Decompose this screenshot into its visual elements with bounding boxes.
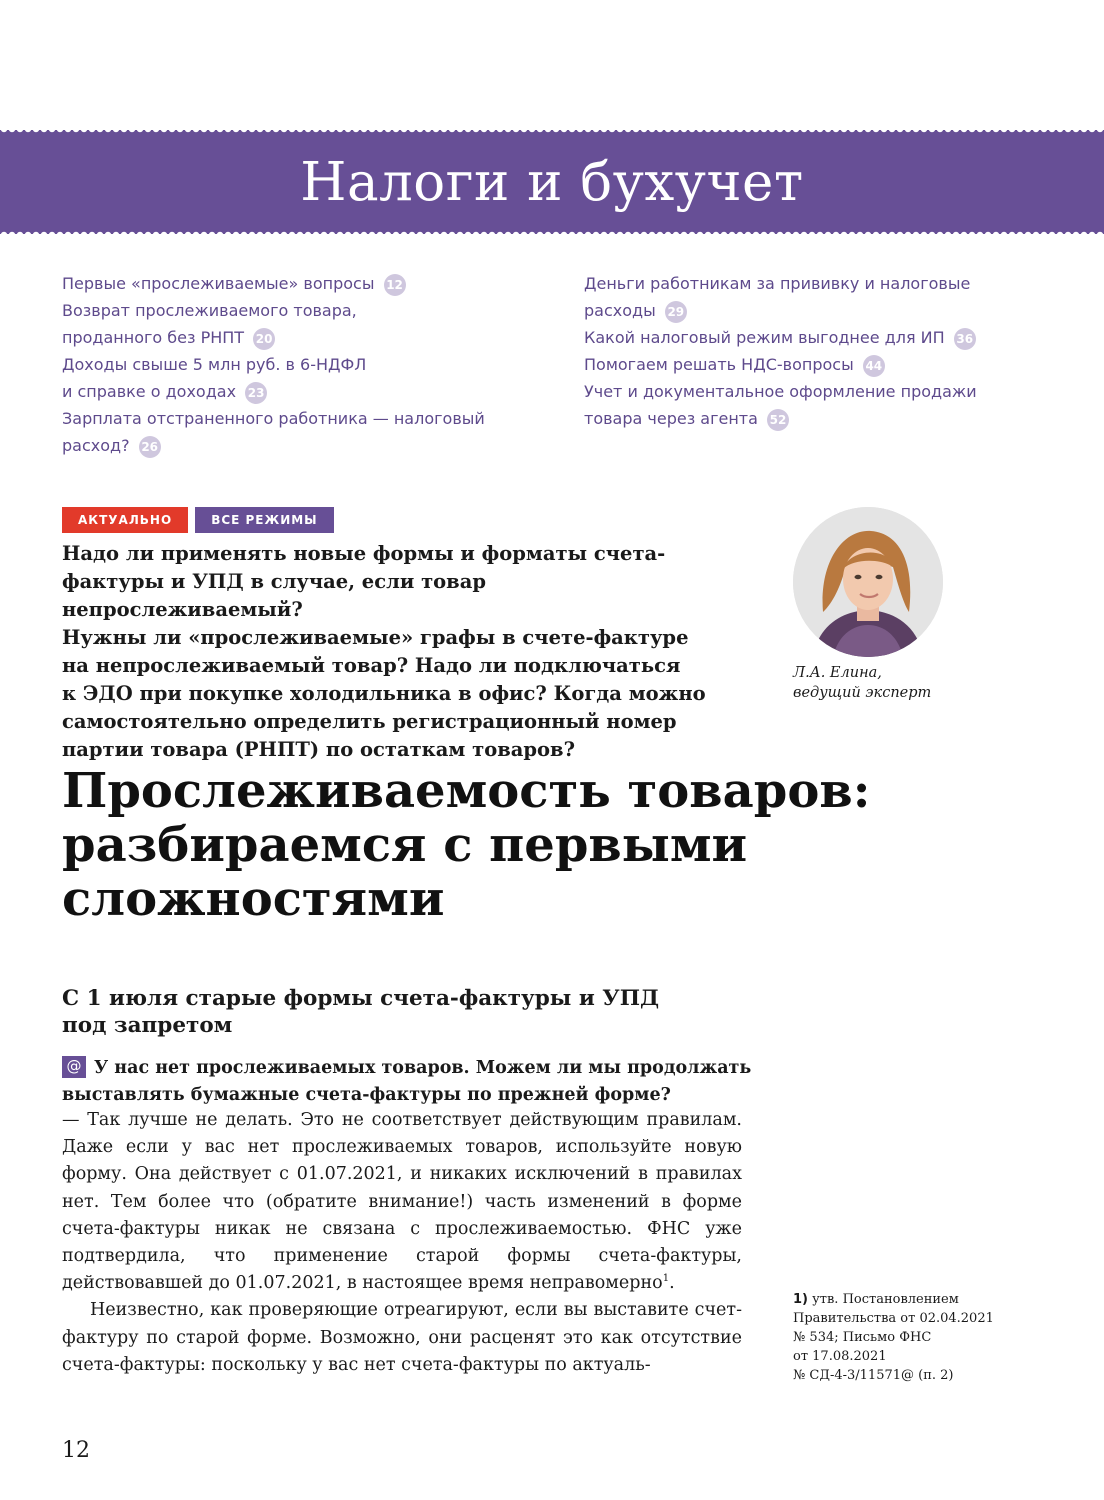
toc-item-text: Доходы свыше 5 млн руб. в 6-НДФЛ <box>62 355 367 374</box>
page-badge: 23 <box>245 382 267 404</box>
reader-question <box>62 1055 752 1109</box>
toc-item-text: Возврат прослеживаемого товара, <box>62 301 357 320</box>
footnote-line: № СД-4-3/11571@ (п. 2) <box>793 1368 954 1383</box>
footnote-line: от 17.08.2021 <box>793 1349 887 1364</box>
page-badge: 29 <box>665 301 687 323</box>
footnote-number: 1) <box>793 1292 808 1307</box>
subhead-line: под запретом <box>62 1013 233 1038</box>
headline-line: сложностями <box>62 871 445 927</box>
lead-line: Нужны ли «прослеживаемые» графы в счете-фактуре <box>62 626 689 649</box>
toc-right-column <box>584 270 984 432</box>
toc-item-text: Какой налоговый режим выгоднее для ИП <box>584 328 945 347</box>
body-paragraph <box>62 1107 742 1297</box>
author-role: ведущий эксперт <box>793 685 932 701</box>
lead-line: самостоятельно определить регистрационный номер <box>62 710 677 733</box>
article-subheading <box>62 985 762 1039</box>
page-number: 12 <box>62 1438 90 1463</box>
toc-item[interactable] <box>62 405 552 459</box>
toc-item-text: и справке о доходах <box>62 382 237 401</box>
footnote-line: Правительства от 02.04.2021 <box>793 1311 994 1326</box>
footnote-line: № 534; Письмо ФНС <box>793 1330 932 1345</box>
footnote-ref[interactable]: 1 <box>662 1273 670 1285</box>
toc-item[interactable] <box>584 351 984 378</box>
toc-item-text: расходы <box>584 301 656 320</box>
headline-line: разбираемся с первыми <box>62 817 748 873</box>
lead-line: к ЭДО при покупке холодильника в офис? Когда можно <box>62 682 706 705</box>
footnote <box>793 1290 1003 1385</box>
toc-left-column <box>62 270 552 459</box>
toc-item-text: Деньги работникам за прививку и налоговые <box>584 274 971 293</box>
toc-item-text: проданного без РНПТ <box>62 328 245 347</box>
page-badge: 52 <box>767 409 789 431</box>
author-caption <box>793 663 993 703</box>
article-headline <box>62 764 962 926</box>
toc-item[interactable] <box>62 324 552 351</box>
lead-line: Надо ли применять новые формы и форматы счета- <box>62 542 666 565</box>
tag-list <box>62 507 334 533</box>
headline-line: Прослеживаемость товаров: <box>62 763 871 819</box>
at-icon: @ <box>62 1056 86 1078</box>
toc-item-text: товара через агента <box>584 409 758 428</box>
body-paragraph-text: — Так лучше не делать. Это не соответствует действующим правилам. Даже если у вас нет прослеживаемых товаров, используйте новую форму. Она действует с 01.07.2021, и никаких исключений в правилах нет. Тем более что (обратите внимание!) часть изменений в форме счета-фактуры никак не связана с прослеживаемостью. ФНС уже подтвердила, что применение старой формы счета-фактуры, действовавшей до 01.07.2021, в настоящее время неправомерно <box>62 1110 742 1294</box>
toc-item[interactable] <box>584 297 984 324</box>
toc-item[interactable] <box>62 378 552 405</box>
question-line: У нас нет прослеживаемых товаров. Можем ли мы продолжать <box>94 1058 752 1078</box>
section-title: Налоги и бухучет <box>300 151 804 213</box>
toc-item[interactable] <box>62 270 552 297</box>
lead-line: партии товара (РНПТ) по остаткам товаров? <box>62 738 576 761</box>
toc-item-text: Учет и документальное оформление продажи <box>584 382 977 401</box>
page-badge: 26 <box>139 436 161 458</box>
lead-line: фактуры и УПД в случае, если товар непрослеживаемый? <box>62 570 486 621</box>
body-paragraph: Неизвестно, как проверяющие отреагируют, если вы выставите счет-фактуру по старой форме. Возможно, они расценят это как отсутствие счета-фактуры: поскольку у вас нет счета-фактуры по актуаль- <box>62 1300 742 1375</box>
author-portrait-image <box>793 507 943 657</box>
toc-item-text: Помогаем решать НДС-вопросы <box>584 355 854 374</box>
article-lead <box>62 540 722 764</box>
toc-item[interactable] <box>584 405 984 432</box>
toc-item-text: Зарплата отстраненного работника — налоговый расход? <box>62 409 485 455</box>
page-badge: 20 <box>253 328 275 350</box>
toc-item-text: Первые «прослеживаемые» вопросы <box>62 274 375 293</box>
lead-line: на непрослеживаемый товар? Надо ли подключаться <box>62 654 681 677</box>
author-name: Л.А. Елина, <box>793 665 882 681</box>
toc-item[interactable] <box>584 270 984 297</box>
footnote-line: утв. Постановлением <box>812 1292 959 1307</box>
toc-item[interactable] <box>584 324 984 351</box>
tag-all-regimes: ВСЕ РЕЖИМЫ <box>195 507 333 533</box>
subhead-line: С 1 июля старые формы счета-фактуры и УПД <box>62 986 660 1011</box>
page-badge: 44 <box>863 355 885 377</box>
question-line: выставлять бумажные счета-фактуры по прежней форме? <box>62 1085 671 1105</box>
toc-item[interactable] <box>62 351 552 378</box>
article-body <box>62 1107 742 1379</box>
tag-actual: АКТУАЛЬНО <box>62 507 188 533</box>
page-badge: 36 <box>954 328 976 350</box>
toc-item[interactable] <box>584 378 984 405</box>
author-photo <box>793 507 943 657</box>
section-banner <box>0 130 1104 234</box>
body-paragraph-end: . <box>669 1273 675 1294</box>
page-badge: 12 <box>384 274 406 296</box>
toc-item[interactable] <box>62 297 552 324</box>
